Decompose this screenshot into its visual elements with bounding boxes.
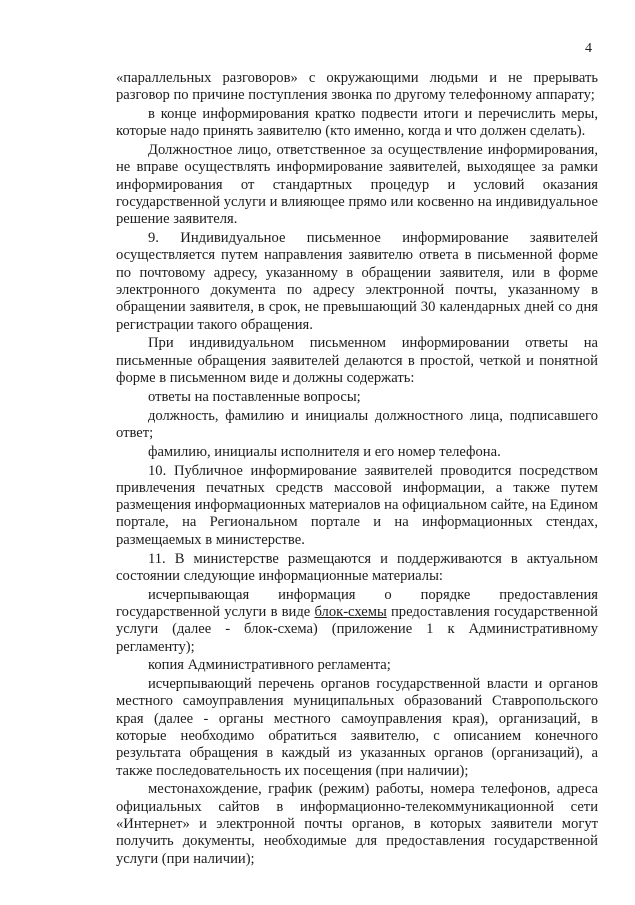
list-item: местонахождение, график (режим) работы, номера телефонов, адреса официальных сайтов в информационно-телекоммуникационной сети «Интернет» и электронной почты органов, в которых заявители могут получить документы, необходимые для предоставления государственной услуги (при наличии);: [116, 781, 598, 867]
document-body: [116, 70, 598, 869]
list-item: [116, 587, 598, 656]
paragraph-continuation: «параллельных разговоров» с окружающими людьми и не прерывать разговор по причине поступления звонка по другому телефонному аппарату;: [116, 70, 598, 104]
list-item: ответы на поставленные вопросы;: [148, 388, 361, 405]
page-number: 4: [585, 41, 592, 56]
paragraph-item-11: 11. В министерстве размещаются и поддерживаются в актуальном состоянии следующие информационные материалы:: [116, 550, 598, 584]
list-item: копия Административного регламента;: [148, 657, 391, 674]
text-span: предоставления государственной услуги (далее - блок-схема) (приложение 1 к Административному регламенту);: [116, 603, 598, 655]
paragraph-item-9: 9. Индивидуальное письменное информирование заявителей осуществляется путем направления заявителю ответа в письменной форме по почтовому адресу, указанному в обращении заявителя, или в форме электронного документа по адресу электронной почты, указанному в обращении заявителя, в срок, не превышающий 30 календарных дней со дня регистрации такого обращения.: [116, 230, 598, 333]
text-span: исчерпывающая информация о порядке предоставления государственной услуги в виде: [116, 586, 598, 620]
list-item: исчерпывающий перечень органов государственной власти и органов местного самоуправления муниципальных образований Ставропольского края (далее - органы местного самоуправления края), организаций, в которые необходимо обратиться заявителю, с описанием конечного результата обращения в каждый из указанных органов (организаций), а также последовательность их посещения (при наличии);: [116, 676, 598, 779]
paragraph-item-10: 10. Публичное информирование заявителей проводится посредством привлечения печатных средств массовой информации, а также путем размещения информационных материалов на официальном сайте, на Едином портале, на Региональном портале и на информационных стендах, размещаемых в министерстве.: [116, 462, 598, 548]
paragraph: Должностное лицо, ответственное за осуществление информирования, не вправе осуществлять информирование заявителей, выходящее за рамки информирования от стандартных процедур и условий оказания государственной услуги и влияющее прямо или косвенно на индивидуальное решение заявителя.: [116, 142, 598, 228]
paragraph: При индивидуальном письменном информировании ответы на письменные обращения заявителей делаются в простой, четкой и понятной форме в письменном виде и должны содержать:: [116, 335, 598, 387]
list-item: фамилию, инициалы исполнителя и его номер телефона.: [148, 443, 501, 460]
list-item: должность, фамилию и инициалы должностного лица, подписавшего ответ;: [116, 407, 598, 441]
underlined-term: блок-схемы: [314, 603, 387, 620]
paragraph: в конце информирования кратко подвести итоги и перечислить меры, которые надо принять заявителю (кто именно, когда и что должен сделать).: [116, 106, 598, 140]
